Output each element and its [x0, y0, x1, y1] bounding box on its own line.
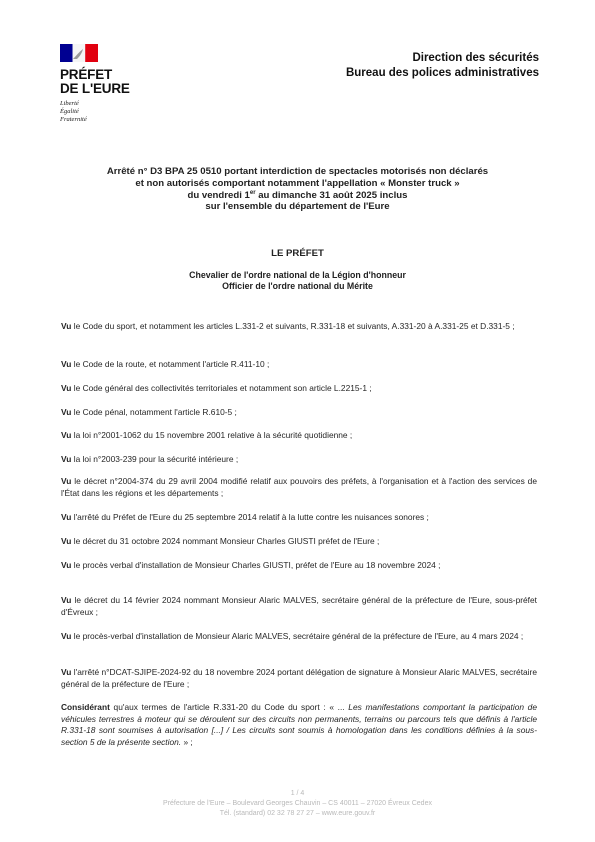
honor-legion: Chevalier de l'ordre national de la Légion d'honneur [189, 270, 406, 280]
title-line-4: sur l'ensemble du département de l'Eure [205, 201, 390, 213]
considerant-intro: qu'aux termes de l'article R.331-20 du Code du sport : « ... [109, 702, 349, 712]
visa-paragraph [61, 536, 537, 548]
considerant-outro: » ; [181, 737, 193, 748]
considerant-label: Considérant [61, 702, 110, 712]
visa-paragraph [61, 359, 537, 371]
page-number: 1 / 4 [290, 790, 305, 797]
vu-label: Vu [61, 407, 72, 417]
visa-paragraph [61, 383, 537, 395]
prefecture-logo [60, 44, 180, 124]
vu-label: Vu [61, 631, 72, 641]
visa-text: le décret du 31 octobre 2024 nommant Monsieur Charles GIUSTI préfet de l'Eure ; [71, 536, 380, 546]
vu-label: Vu [61, 430, 72, 440]
footer-contact: Tél. (standard) 02 32 78 27 27 – www.eure.gouv.fr [219, 810, 376, 817]
logo-line-1: PRÉFET [60, 67, 113, 82]
title-line-3-end: au dimanche 31 août 2025 inclus [255, 189, 408, 201]
visa-text: le Code pénal, notamment l'article R.610-5 ; [71, 407, 237, 417]
title-line-2: et non autorisés comportant notamment l'appellation « Monster truck » [135, 177, 460, 189]
devise [60, 100, 180, 124]
vu-label: Vu [61, 383, 72, 393]
considerant-quote: Les manifestations comportant la participation de véhicules terrestres à moteur qui se déroulent sur des circuits non permanents, terrains ou parcours tels que définis à l'article R.331-18 sont soumises à autorisation [...] / Les circuits sont soumis à homologation dans les conditions définies à la sous-section 5 de la présente section. [61, 702, 537, 748]
honor-merite: Officier de l'ordre national du Mérite [222, 281, 373, 291]
visa-paragraph [61, 512, 537, 524]
title-line-3-sup: er [249, 189, 256, 196]
visa-text: l'arrêté du Préfet de l'Eure du 25 septembre 2014 relatif à la lutte contre les nuisances sonores ; [71, 512, 429, 522]
visa-paragraph [61, 476, 537, 499]
issuing-service [346, 51, 539, 81]
vu-label: Vu [61, 476, 72, 486]
service-direction: Direction des sécurités [412, 52, 539, 64]
visa-text: la loi n°2003-239 pour la sécurité intérieure ; [71, 454, 239, 464]
visa-text: le décret du 14 février 2024 nommant Monsieur Alaric MALVES, secrétaire général de la préfecture de l'Eure, sous-préfet d'Évreux ; [61, 595, 537, 617]
visa-paragraph [61, 667, 537, 690]
visa-paragraph [61, 321, 537, 333]
footer-address: Préfecture de l'Eure – Boulevard Georges Chauvin – CS 40011 – 27020 Évreux Cedex [163, 800, 432, 807]
visa-paragraph [61, 407, 537, 419]
visa-paragraph [61, 560, 537, 572]
visa-text: le Code du sport, et notamment les articles L.331-2 et suivants, R.331-18 et suivants, A.331-20 à A.331-25 et D.331-5 ; [71, 321, 515, 331]
vu-label: Vu [61, 512, 72, 522]
arrete-title [60, 166, 535, 213]
visa-text: le procès-verbal d'installation de Monsieur Alaric MALVES, secrétaire général de la préfecture de l'Eure, au 4 mars 2024 ; [71, 631, 524, 641]
title-line-3-start: du vendredi 1 [187, 189, 250, 201]
considerant-paragraph [61, 702, 537, 749]
le-prefet-heading: LE PRÉFET [271, 248, 324, 259]
vu-label: Vu [61, 454, 72, 464]
devise-egalite: Égalité [60, 108, 79, 115]
devise-fraternite: Fraternité [60, 116, 87, 123]
visa-text: la loi n°2001-1062 du 15 novembre 2001 relative à la sécurité quotidienne ; [71, 430, 353, 440]
service-bureau: Bureau des polices administratives [345, 67, 539, 79]
visa-text: le procès verbal d'installation de Monsieur Charles GIUSTI, préfet de l'Eure au 18 novembre 2024 ; [71, 560, 441, 570]
visa-paragraph [61, 631, 537, 643]
devise-liberte: Liberté [60, 100, 79, 107]
visa-paragraph [61, 430, 537, 442]
vu-label: Vu [61, 321, 72, 331]
vu-label: Vu [61, 536, 72, 546]
visa-text: le Code de la route, et notamment l'article R.411-10 ; [71, 359, 270, 369]
page-footer [0, 789, 595, 819]
logo-line-2: DE L'EURE [60, 81, 130, 96]
vu-label: Vu [61, 595, 72, 605]
honors [0, 270, 595, 292]
visa-text: le décret n°2004-374 du 29 avril 2004 modifié relatif aux pouvoirs des préfets, à l'organisation et à l'action des services de l'État dans les régions et les départements ; [61, 476, 537, 498]
marianne-emblem-icon [60, 44, 98, 62]
visa-paragraph [61, 595, 537, 618]
visa-text: l'arrêté n°DCAT-SJIPE-2024-92 du 18 novembre 2024 portant délégation de signature à Monsieur Alaric MALVES, secrétaire général de la préfecture de l'Eure ; [61, 667, 537, 689]
vu-label: Vu [61, 560, 72, 570]
visa-text: le Code général des collectivités territoriales et notamment son article L.2215-1 ; [71, 383, 372, 393]
vu-label: Vu [61, 359, 72, 369]
title-line-1: Arrêté n° D3 BPA 25 0510 portant interdiction de spectacles motorisés non déclarés [106, 166, 489, 177]
vu-label: Vu [61, 667, 72, 677]
title-line-3 [60, 190, 535, 202]
logo-title [60, 68, 180, 96]
visa-paragraph [61, 454, 537, 466]
